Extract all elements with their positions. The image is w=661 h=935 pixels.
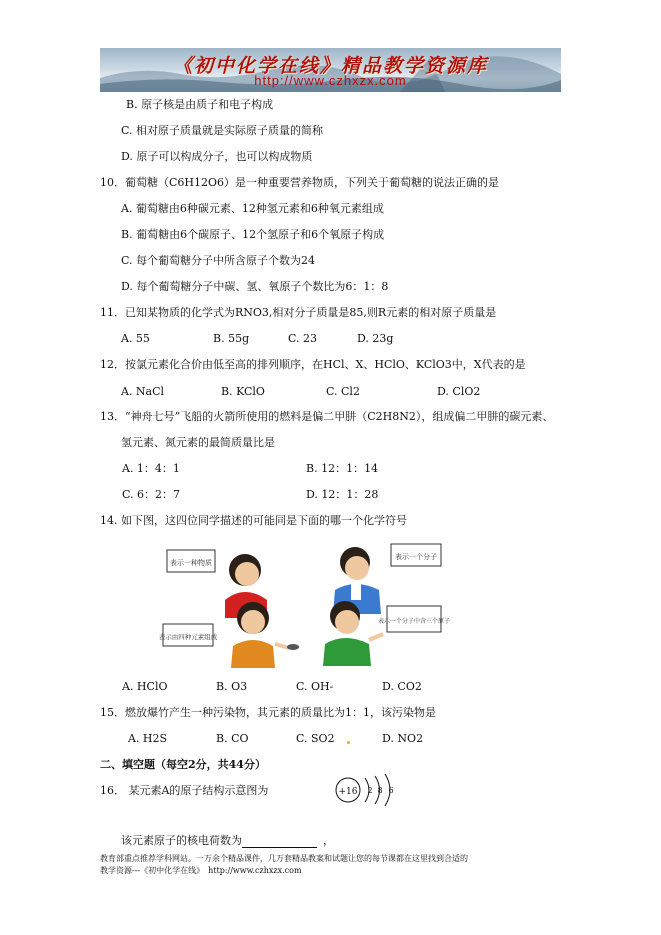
q14-option-b: B. O3 bbox=[216, 680, 248, 693]
shell-2-electrons: 8 bbox=[377, 786, 383, 795]
q16-line2-suffix: ， bbox=[323, 834, 334, 847]
footer-url[interactable]: http://www.czhxzx.com bbox=[208, 866, 302, 875]
header-banner bbox=[100, 48, 561, 92]
four-students-illustration bbox=[155, 540, 455, 668]
q13-stem-line2: 氢元素、氮元素的最简质量比是 bbox=[121, 436, 275, 449]
q15-option-b: B. CO bbox=[216, 732, 249, 745]
speech-bubble-2 bbox=[391, 544, 441, 566]
q10-option-a: A. 葡萄糖由6种碳元素、12种氢元素和6种氧元素组成 bbox=[121, 202, 384, 215]
banner-url[interactable]: http://www.czhxzx.com bbox=[254, 73, 407, 88]
q11-option-c: C. 23 bbox=[288, 332, 318, 345]
q14-stem: 14. 如下图，这四位同学描述的可能同是下面的哪一个化学符号 bbox=[100, 514, 407, 527]
q10-option-c: C. 每个葡萄糖分子中所含原子个数为24 bbox=[121, 254, 316, 267]
bubble-2-text: 表示一个分子 bbox=[395, 553, 437, 561]
banner-title: 《初中化学在线》精品教学资源库 bbox=[172, 55, 488, 77]
q15-option-c: C. SO2 bbox=[296, 732, 335, 745]
q9-option-d: D. 原子可以构成分子，也可以构成物质 bbox=[121, 150, 313, 163]
section-2-title: 二、填空题（每空2分，共44分） bbox=[100, 758, 266, 771]
q15-option-a: A. H2S bbox=[128, 732, 168, 745]
footer-line-2-prefix: 教学资源---《初中化学在线》 bbox=[100, 866, 205, 875]
q14-option-d: D. CO2 bbox=[382, 680, 422, 693]
q10-stem: 10．葡萄糖（C6H12O6）是一种重要营养物质，下列关于葡萄糖的说法正确的是 bbox=[100, 176, 500, 189]
q16-line2 bbox=[121, 834, 334, 848]
q13-option-c: C. 6：2：7 bbox=[122, 488, 181, 501]
q12-option-b: B. KClO bbox=[221, 385, 265, 398]
q16-stem: 16． 某元素A的原子结构示意图为 bbox=[100, 784, 269, 797]
bubble-1-text: 表示一种物质 bbox=[170, 559, 212, 567]
q11-stem: 11．已知某物质的化学式为RNO3,相对分子质量是85,则R元素的相对原子质量是 bbox=[100, 306, 497, 319]
stray-dot bbox=[347, 741, 350, 744]
q9-option-b: B. 原子核是由质子和电子构成 bbox=[126, 98, 274, 111]
q14-option-c: C. OH- bbox=[296, 680, 334, 693]
footer-line-2 bbox=[100, 865, 468, 877]
shell-1-electrons: 2 bbox=[367, 786, 373, 795]
q13-option-a: A. 1：4：1 bbox=[122, 462, 180, 475]
shell-3-electrons: 6 bbox=[388, 786, 394, 795]
q15-stem: 15．燃放爆竹产生一种污染物，其元素的质量比为1：1，该污染物是 bbox=[100, 706, 436, 719]
page-footer bbox=[100, 853, 468, 877]
student-3 bbox=[231, 602, 299, 668]
bubble-3-text: 表示由四种元素组成 bbox=[158, 633, 218, 641]
q9-option-c: C. 相对原子质量就是实际原子质量的简称 bbox=[121, 124, 324, 137]
footer-line-1: 教育部重点推荐学科网站。一万余个精品课件，几万套精品教案和试题让您的每节课都在这里找到合适的 bbox=[100, 854, 468, 863]
speech-bubble-4 bbox=[378, 606, 450, 632]
q13-option-b: B. 12：1：14 bbox=[306, 462, 379, 475]
q12-option-c: C. Cl2 bbox=[326, 385, 360, 398]
q13-option-d: D. 12：1：28 bbox=[306, 488, 379, 501]
q15-option-d: D. NO2 bbox=[382, 732, 424, 745]
q10-option-d: D. 每个葡萄糖分子中碳、氢、氧原子个数比为6：1：8 bbox=[121, 280, 389, 293]
q11-option-b: B. 55g bbox=[213, 332, 250, 345]
bubble-4-text: 表示一个分子中含三个原子 bbox=[377, 618, 451, 625]
nucleus-charge: +16 bbox=[338, 787, 358, 797]
q11-option-d: D. 23g bbox=[357, 332, 394, 345]
q14-option-a: A. HClO bbox=[122, 680, 168, 693]
nuclear-charge-answer-blank[interactable] bbox=[242, 835, 317, 848]
q16-line2-prefix: 该元素原子的核电荷数为 bbox=[121, 834, 242, 847]
q13-stem-line1: 13．“神舟七号”飞船的火箭所使用的燃料是偏二甲肼（C2H8N2），组成偏二甲肼的碳元素、 bbox=[100, 410, 554, 423]
speech-bubble-1 bbox=[167, 550, 215, 572]
q12-option-a: A. NaCl bbox=[121, 385, 165, 398]
q10-option-b: B. 葡萄糖由6个碳原子、12个氢原子和6个氧原子构成 bbox=[121, 228, 385, 241]
speech-bubble-3 bbox=[159, 624, 218, 646]
atomic-structure-diagram bbox=[333, 774, 405, 806]
q12-stem: 12．按氯元素化合价由低至高的排列顺序，在HCl、X、HClO、KClO3中，X代表的是 bbox=[100, 358, 526, 371]
q11-option-a: A. 55 bbox=[121, 332, 150, 345]
q12-option-d: D. ClO2 bbox=[437, 385, 481, 398]
